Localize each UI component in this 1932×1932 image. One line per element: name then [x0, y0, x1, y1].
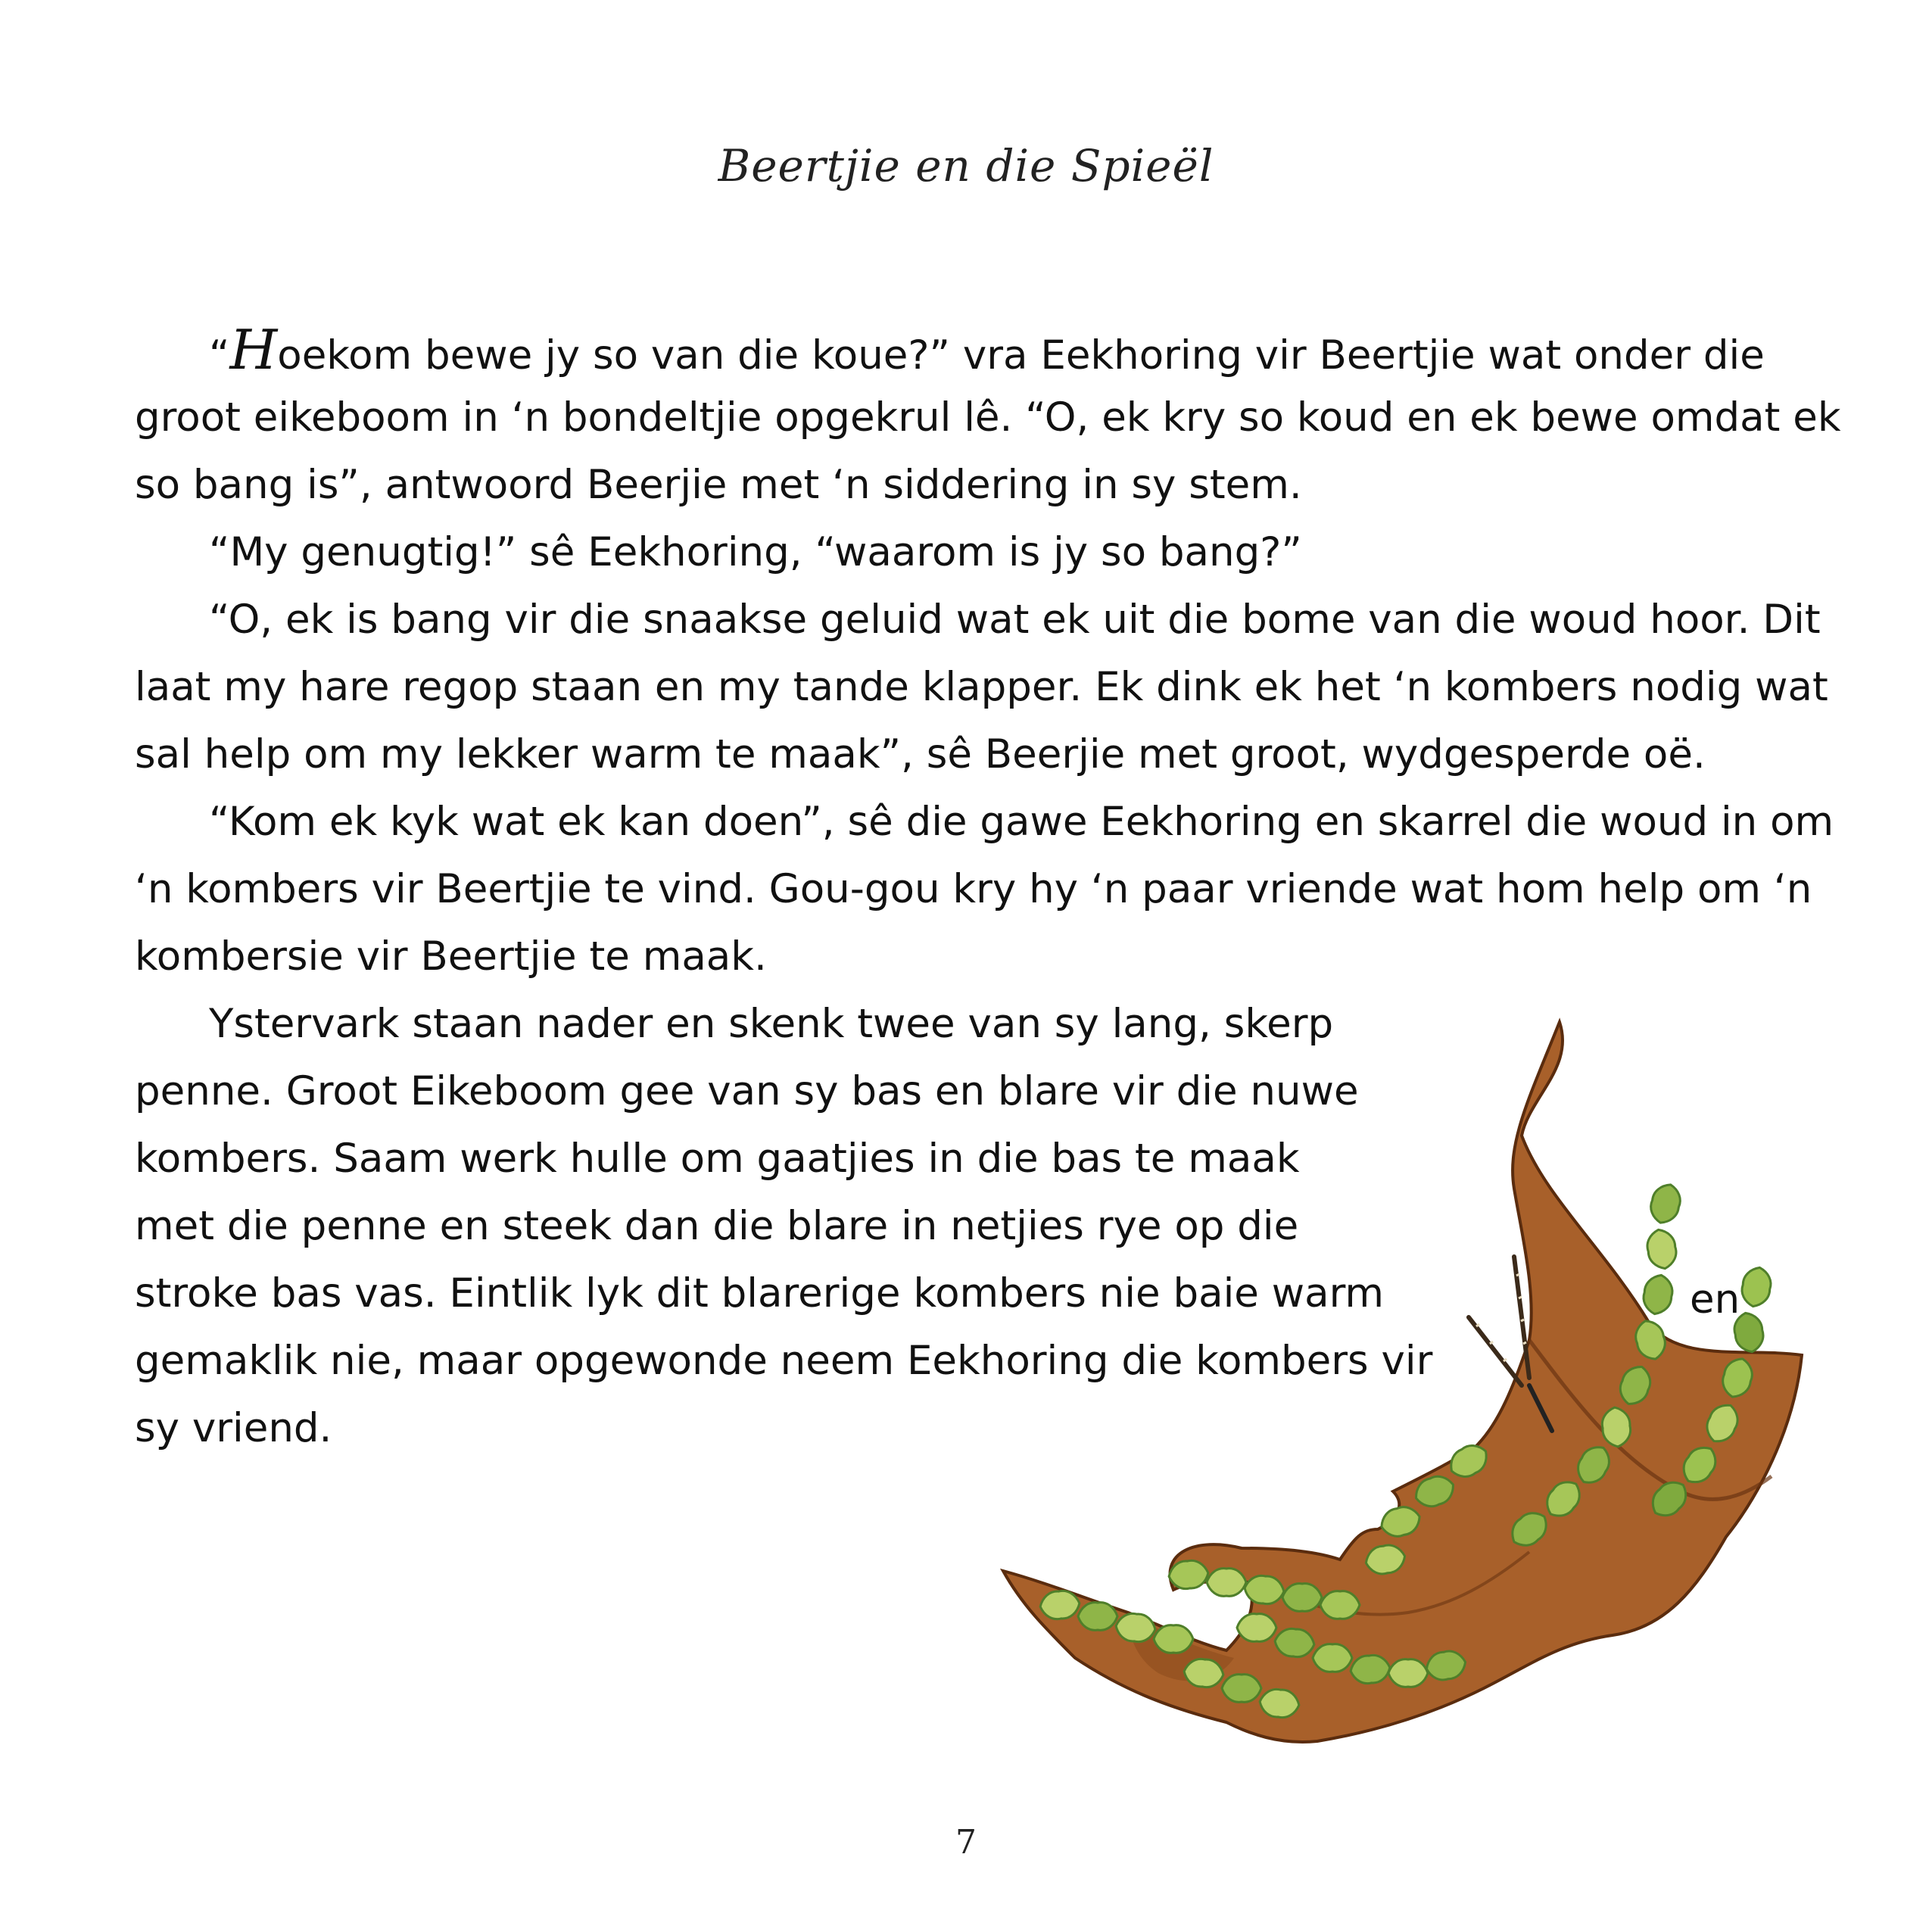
paragraph-2-line-1: “My genugtig!” sê Eekhoring, “waarom is jy so bang?” [209, 529, 1302, 575]
book-title-header: Beertjie en die Spieël [718, 140, 1214, 192]
page-number: 7 [955, 1823, 977, 1862]
paragraph-5-line-2: penne. Groot Eikeboom gee van sy bas en blare vir die nuwe [135, 1068, 1359, 1114]
paragraph-3-line-3: sal help om my lekker warm te maak”, sê Beerjie met groot, wydgesperde oë. [135, 731, 1706, 777]
paragraph-1-line-2: groot eikeboom in ‘n bondeltjie opgekrul lê. “O, ek kry so koud en ek bewe omdat ek [135, 394, 1841, 441]
drop-cap-letter: H [229, 318, 278, 382]
paragraph-3-line-1: “O, ek is bang vir die snaakse geluid wat ek uit die bome van die woud hoor. Dit [209, 597, 1821, 643]
paragraph-4-line-3: kombersie vir Beertjie te maak. [135, 933, 767, 980]
paragraph-5-line-7: sy vriend. [135, 1405, 332, 1451]
paragraph-5-line-6: gemaklik nie, maar opgewonde neem Eekhoring die kombers vir [135, 1338, 1433, 1384]
paragraph-5-line-3: kombers. Saam werk hulle om gaatjies in die bas te maak [135, 1136, 1300, 1182]
leaf-bark-blanket-illustration [999, 1007, 1817, 1764]
paragraph-3-line-2: laat my hare regop staan en my tande klapper. Ek dink ek het ‘n kombers nodig wat [135, 664, 1828, 710]
paragraph-5-line-4: met die penne en steek dan die blare in netjies rye op die [135, 1203, 1299, 1249]
paragraph-1-line-3: so bang is”, antwoord Beerjie met ‘n siddering in sy stem. [135, 462, 1302, 508]
paragraph-4-line-2: ‘n kombers vir Beertjie te vind. Gou-gou kry hy ‘n paar vriende wat hom help om ‘n [135, 866, 1812, 912]
opening-quote: “ [209, 332, 230, 379]
paragraph-5-line-5-tail: en [1690, 1276, 1740, 1323]
paragraph-4-line-1: “Kom ek kyk wat ek kan doen”, sê die gawe Eekhoring en skarrel die woud in om [209, 799, 1834, 845]
paragraph-1-line-1-text: oekom bewe jy so van die koue?” vra Eekhoring vir Beertjie wat onder die [277, 332, 1765, 379]
paragraph-5-line-5: stroke bas vas. Eintlik lyk dit blarerige kombers nie baie warm [135, 1270, 1385, 1317]
paragraph-5-line-1: Ystervark staan nader en skenk twee van sy lang, skerp [209, 1001, 1334, 1047]
paragraph-1-line-1 [135, 316, 1765, 384]
